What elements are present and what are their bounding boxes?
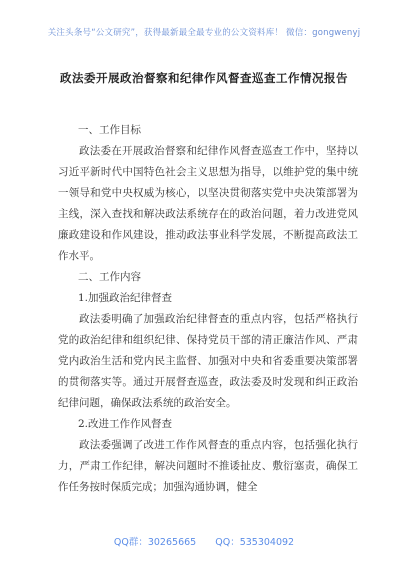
paragraph-goals: 政法委在开展政治督察和纪律作风督查巡查工作中，坚持以习近平新时代中国特色社会主义思想为指导，以维护党的集中统一领导和党中央权威为核心，以坚决贯彻落实党中央决策部署为主线，深入查找和解决政法系统存在的政治问题，着力改进党风廉政建设和作风建设，推动政法事业科学发展，不断提高政法工作水平。 (58, 145, 358, 262)
promo-banner: 关注头条号“公文研究”，获得最新最全最专业的公文资料库！ 微信：gongwenyj (47, 28, 361, 38)
subheading-work-style: 2.改进工作作风督查 (78, 418, 173, 430)
footer-qq-group: QQ群：30265665 (113, 537, 197, 548)
paragraph-work-style: 政法委强调了改进工作作风督查的重点内容，包括强化执行力，严肃工作纪律，解决问题时不推诿扯皮、敷衍塞责，确保工作任务按时保质完成；加强沟通协调，健全 (58, 439, 358, 493)
section-heading-goals: 一、工作目标 (78, 124, 141, 136)
document-title: 政法委开展政治督察和纪律作风督查巡查工作情况报告 (60, 71, 348, 85)
section-heading-content: 二、工作内容 (78, 271, 141, 283)
footer-contact (0, 534, 408, 548)
subheading-political-discipline: 1.加强政治纪律督查 (78, 292, 173, 304)
paragraph-political-discipline: 政法委明确了加强政治纪律督查的重点内容，包括严格执行党的政治纪律和组织纪律、保持党员干部的清正廉洁作风、严肃党内政治生活和党内民主监督、加强对中央和省委重要决策部署的贯彻落实等。通过开展督查巡查，政法委及时发现和纠正政治纪律问题，确保政法系统的政治安全。 (58, 313, 358, 409)
document-body (58, 118, 358, 498)
footer-qq: QQ：535304092 (215, 537, 295, 548)
